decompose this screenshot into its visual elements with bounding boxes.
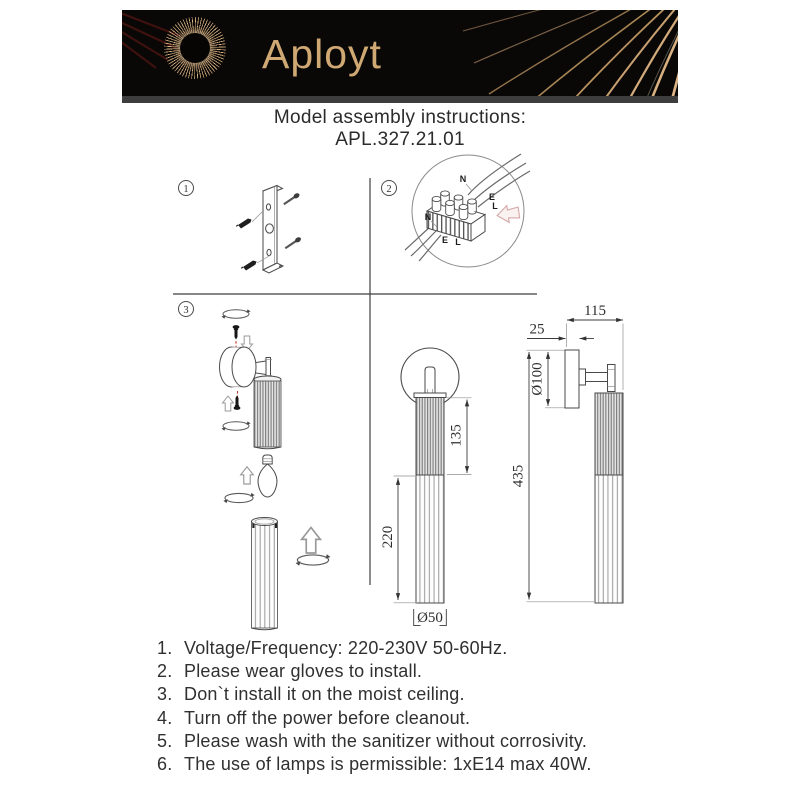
wall-anchor-icon	[236, 219, 251, 229]
item-number: 1.	[157, 638, 173, 658]
list-item	[157, 707, 669, 730]
rotation-ring-icon	[222, 421, 251, 431]
shade-tube	[254, 376, 281, 449]
step3-diagram	[179, 302, 331, 630]
arm-and-pin	[256, 358, 272, 379]
item-text: Please wash with the sanitizer without corrosivity.	[184, 730, 588, 751]
wire-label-earth-in: E	[488, 192, 496, 202]
wire-label-neutral-out: N	[424, 212, 432, 222]
rotation-ring-icon	[223, 493, 254, 503]
item-text: Please wear gloves to install.	[184, 661, 423, 682]
wire-label-neutral-in: N	[459, 174, 467, 184]
wall-plate-disc	[220, 347, 257, 387]
item-text: Turn off the power before cleanout.	[184, 707, 471, 728]
rotation-ring-icon	[222, 309, 251, 319]
item-number: 4.	[157, 707, 173, 728]
screw-icon	[284, 192, 301, 204]
dim-plate-diameter: Ø100	[529, 362, 546, 396]
dim-body-height: 220	[380, 525, 396, 549]
step1-diagram	[179, 181, 302, 274]
item-text: Don`t install it on the moist ceiling.	[184, 684, 465, 705]
mounting-bracket	[263, 186, 283, 274]
wall-plate-side	[565, 350, 579, 408]
item-number: 2.	[157, 661, 173, 682]
brand-name: Aployt	[262, 31, 382, 77]
step2-diagram	[382, 154, 531, 267]
page-title: Model assembly instructions:	[273, 107, 527, 128]
screw-icon	[234, 396, 241, 410]
ribbed-body-section	[596, 475, 623, 603]
ribbed-shade-section	[596, 394, 623, 476]
arm-flange	[579, 369, 586, 385]
instruction-list	[157, 637, 669, 776]
dim-total-height: 435	[510, 464, 527, 488]
wire-label-earth-out: E	[441, 235, 449, 245]
item-number: 5.	[157, 730, 173, 751]
side-view	[511, 303, 624, 603]
item-number: 3.	[157, 684, 173, 705]
ribbed-body-section	[417, 475, 444, 603]
list-item	[157, 660, 669, 683]
item-number: 6.	[157, 754, 173, 775]
dim-shade-height: 135	[448, 424, 465, 447]
bulb-tip	[425, 367, 435, 393]
list-item	[157, 730, 669, 753]
screw-icon	[233, 325, 240, 339]
dim-plate-depth: 25	[529, 321, 545, 338]
insert-up-arrow-icon	[223, 396, 234, 411]
list-item	[157, 683, 669, 706]
item-text: The use of lamps is permissible: 1xE14 max 40W.	[184, 754, 592, 775]
screw-icon	[285, 236, 302, 248]
insert-up-arrow-icon	[302, 528, 321, 554]
dim-tube-diameter: Ø50	[417, 610, 443, 626]
wall-anchor-icon	[241, 261, 256, 271]
step2-number: 2	[386, 183, 392, 195]
list-item	[157, 753, 669, 776]
dim-total-depth: 115	[584, 303, 606, 319]
list-item	[157, 637, 669, 660]
insert-up-arrow-icon	[241, 467, 254, 484]
ribbed-shade-section	[417, 398, 444, 475]
tube-top-rim	[414, 393, 446, 398]
model-number: APL.327.21.01	[335, 129, 465, 150]
wire-label-live-in: L	[492, 201, 498, 211]
direction-arrow-icon	[496, 204, 520, 224]
front-view	[380, 348, 472, 626]
wire-label-live-out: L	[455, 237, 461, 247]
rotation-ring-icon	[296, 554, 331, 566]
lower-tube	[252, 518, 278, 630]
item-text: Voltage/Frequency: 220-230V 50-60Hz.	[184, 638, 508, 658]
step3-number: 3	[183, 304, 189, 316]
step1-number: 1	[183, 183, 189, 195]
bulb-icon	[258, 455, 277, 497]
arm-pin	[608, 365, 616, 392]
